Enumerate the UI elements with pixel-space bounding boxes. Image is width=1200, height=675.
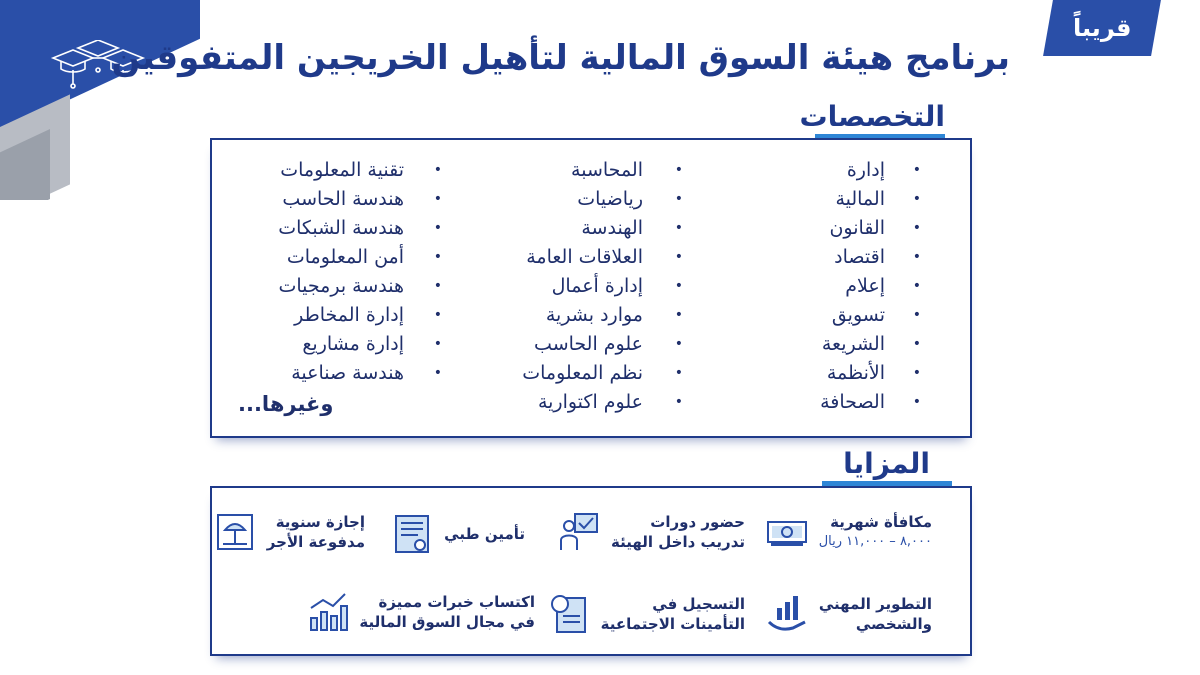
- list-item: هندسة برمجيات •: [278, 275, 442, 297]
- list-item: الهندسة •: [581, 217, 683, 239]
- benefit-monthly-stipend: [765, 510, 932, 554]
- specializations-column-3: [278, 156, 442, 388]
- benefit-subtitle: ٨,٠٠٠ – ١١,٠٠٠ ريال: [818, 534, 932, 549]
- list-item: علوم الحاسب •: [534, 333, 683, 355]
- list-item: الشريعة •: [821, 333, 921, 355]
- chart-icon: [305, 590, 349, 634]
- growth-icon: [765, 592, 809, 636]
- list-item: رياضيات •: [577, 188, 683, 210]
- benefit-title: التسجيل في: [652, 595, 745, 613]
- list-item: هندسة صناعية •: [291, 362, 442, 384]
- benefit-title: اكتساب خبرات مميزة: [378, 593, 535, 611]
- list-item: أمن المعلومات •: [286, 246, 442, 268]
- list-item: تسويق •: [831, 304, 921, 326]
- list-item: موارد بشرية •: [545, 304, 683, 326]
- list-item: الصحافة •: [820, 391, 921, 413]
- money-icon: [765, 510, 809, 554]
- benefit-title: مكافأة شهرية: [830, 513, 932, 531]
- list-item: العلاقات العامة •: [526, 246, 683, 268]
- corner-decoration: [0, 0, 240, 200]
- benefit-subtitle: في مجال السوق المالية: [359, 613, 535, 631]
- vacation-icon: [213, 510, 257, 554]
- benefit-professional-development: [765, 592, 932, 636]
- list-item: إدارة •: [846, 159, 921, 181]
- list-item: إدارة المخاطر •: [294, 304, 442, 326]
- benefit-training: [557, 510, 745, 554]
- list-item: هندسة الشبكات •: [278, 217, 442, 239]
- benefit-social-insurance: [547, 592, 745, 636]
- benefit-title: تأمين طبي: [444, 525, 525, 543]
- list-item: علوم اكتوارية •: [537, 391, 683, 413]
- list-item: هندسة الحاسب •: [282, 188, 442, 210]
- list-item: تقنية المعلومات •: [280, 159, 442, 181]
- list-item: المالية •: [835, 188, 921, 210]
- list-item: القانون •: [829, 217, 921, 239]
- registration-icon: [547, 592, 591, 636]
- benefits-heading: المزايا: [843, 447, 930, 480]
- more-specializations: وغيرها...: [238, 392, 334, 416]
- page-title: برنامج هيئة السوق المالية لتأهيل الخريجين المتفوقين: [111, 38, 1010, 78]
- benefit-subtitle: تدريب داخل الهيئة: [611, 533, 745, 551]
- benefit-title: حضور دورات: [650, 513, 745, 531]
- benefit-medical-insurance: [390, 512, 525, 556]
- benefit-subtitle: مدفوعة الأجر: [266, 533, 365, 551]
- specializations-column-1: [820, 156, 921, 417]
- list-item: إدارة مشاريع •: [302, 333, 442, 355]
- list-item: إعلام •: [845, 275, 921, 297]
- badge-label: قريباً: [1072, 14, 1132, 42]
- list-item: المحاسبة •: [571, 159, 683, 181]
- specializations-heading: التخصصات: [799, 100, 945, 133]
- coming-soon-badge: [1043, 0, 1161, 56]
- insurance-icon: [390, 512, 434, 556]
- benefit-subtitle: والشخصي: [855, 615, 932, 633]
- benefit-title: إجازة سنوية: [275, 513, 365, 531]
- benefit-market-experience: [305, 590, 535, 634]
- training-icon: [557, 510, 601, 554]
- list-item: نظم المعلومات •: [522, 362, 683, 384]
- specializations-column-2: [522, 156, 683, 417]
- benefit-title: التطوير المهني: [818, 595, 932, 613]
- benefit-subtitle: التأمينات الاجتماعية: [600, 615, 745, 633]
- list-item: الأنظمة •: [826, 362, 921, 384]
- list-item: إدارة أعمال •: [551, 275, 683, 297]
- list-item: اقتصاد •: [834, 246, 921, 268]
- benefit-annual-leave: [213, 510, 365, 554]
